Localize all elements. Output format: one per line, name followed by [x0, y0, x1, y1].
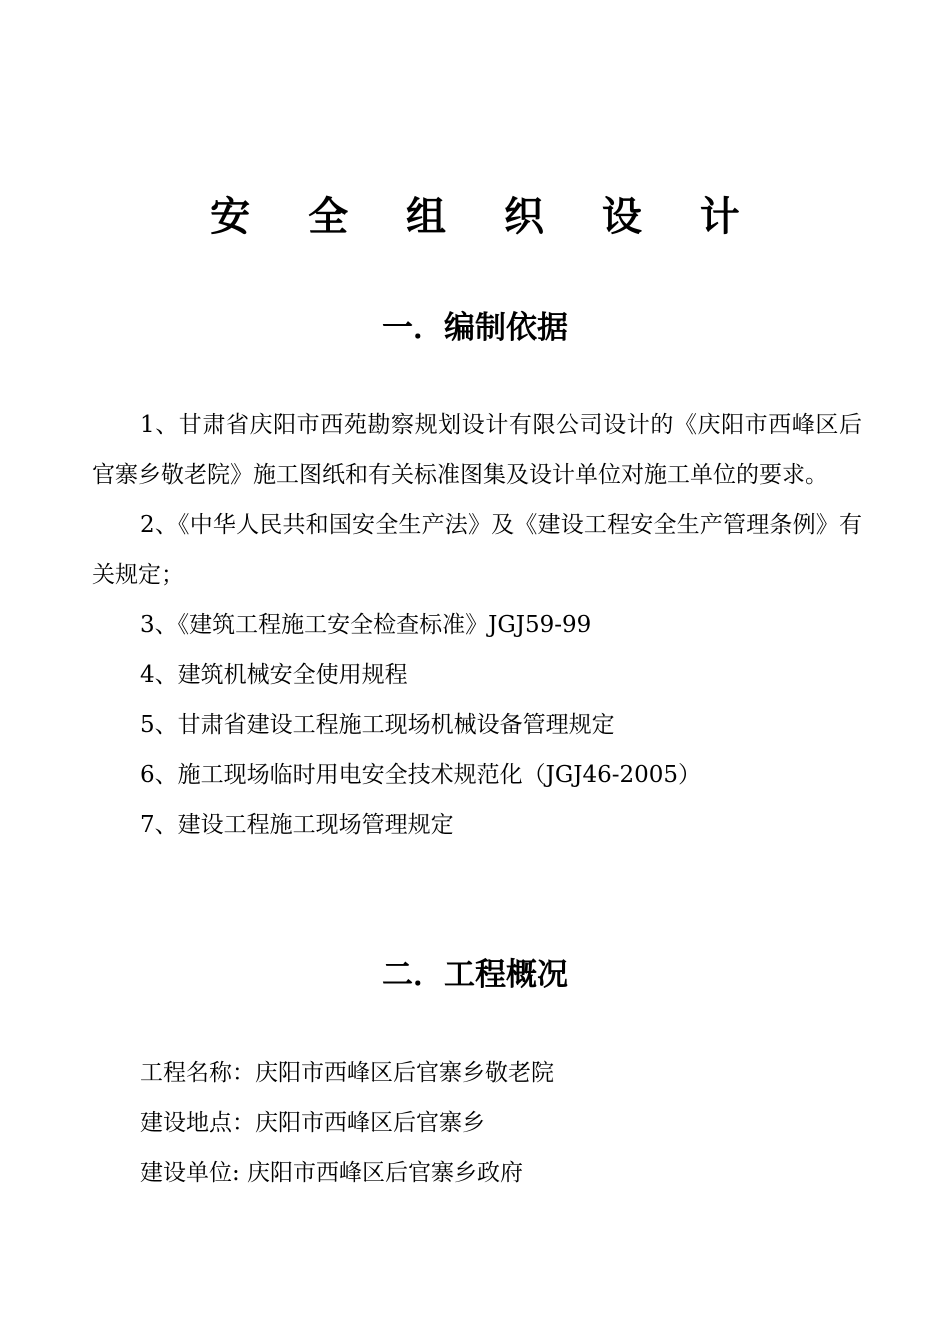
project-location-line: 建设地点：庆阳市西峰区后官寨乡 — [140, 1110, 485, 1136]
basis-item-6: 6、施工现场临时用电安全技术规范化（JGJ46-2005） — [140, 762, 702, 788]
basis-item-5: 5、甘肃省建设工程施工现场机械设备管理规定 — [140, 712, 615, 738]
basis-item-3: 3、《建筑工程施工安全检查标准》JGJ59-99 — [140, 612, 592, 638]
basis-item-4: 4、建筑机械安全使用规程 — [140, 662, 408, 688]
section-heading-overview: 二．工程概况 — [382, 957, 568, 993]
basis-item-1: 1、甘肃省庆阳市西苑勘察规划设计有限公司设计的《庆阳市西峰区后官寨乡敬老院》施工图纸和有关标准图集及设计单位对施工单位的要求。 — [92, 412, 862, 488]
basis-item-2: 2、《中华人民共和国安全生产法》及《建设工程安全生产管理条例》有关规定； — [92, 512, 862, 588]
section-heading-basis: 一．编制依据 — [382, 310, 568, 346]
project-owner-line: 建设单位: 庆阳市西峰区后官寨乡政府 — [140, 1160, 524, 1186]
document-title: 安 全 组 织 设 计 — [210, 194, 762, 240]
overview-list — [92, 1048, 862, 1198]
basis-item-7: 7、建设工程施工现场管理规定 — [140, 812, 454, 838]
basis-list — [92, 400, 862, 850]
project-name-line: 工程名称：庆阳市西峰区后官寨乡敬老院 — [140, 1060, 554, 1086]
